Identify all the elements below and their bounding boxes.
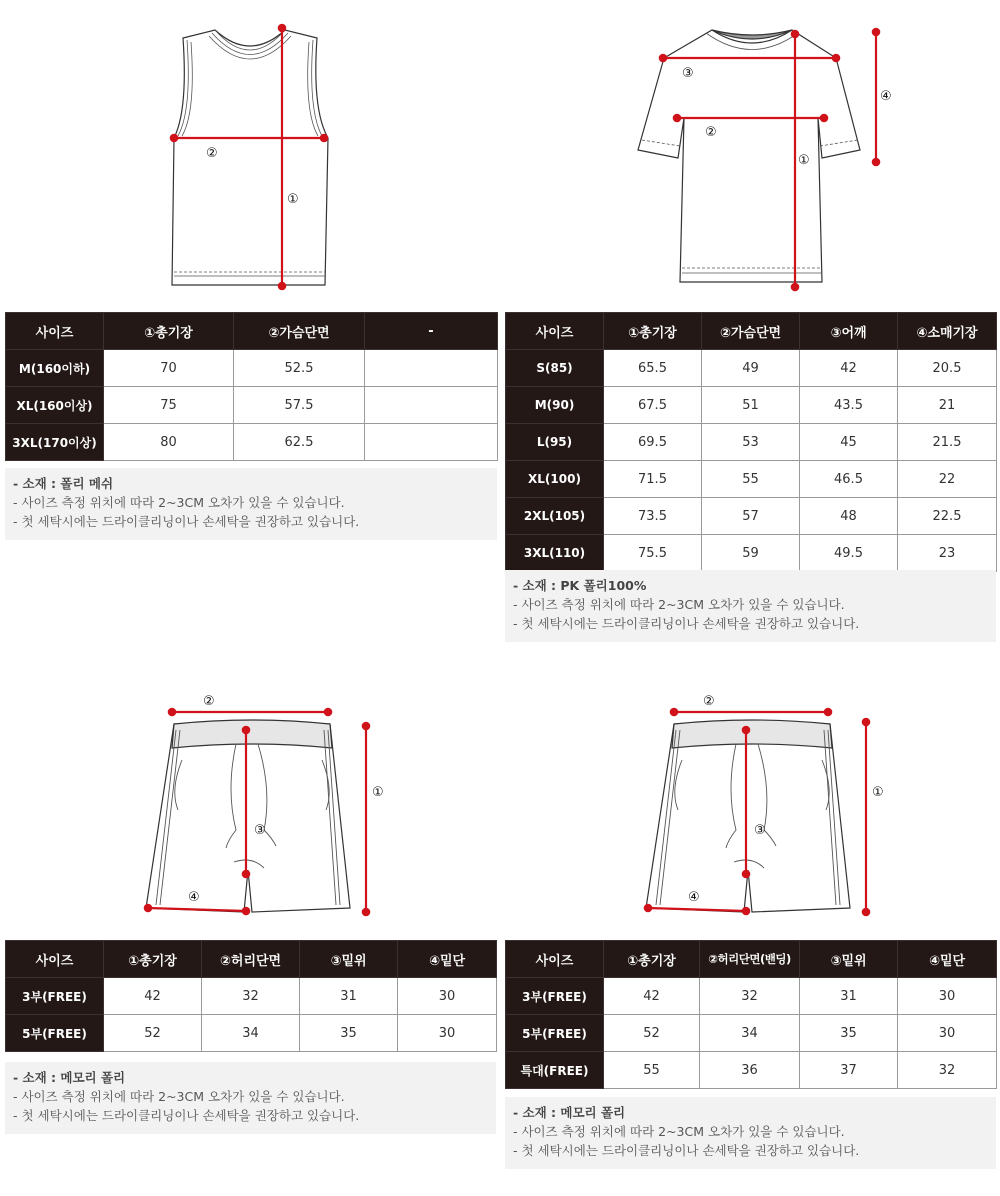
table-cell: 42 <box>800 350 898 387</box>
table-cell: 45 <box>800 424 898 461</box>
header-cell: ③밑위 <box>800 941 898 978</box>
table-cell: 32 <box>202 978 300 1015</box>
table-row <box>6 387 498 424</box>
table-cell: 55 <box>702 461 800 498</box>
header-cell: ④소매기장 <box>898 313 997 350</box>
header-cell: 사이즈 <box>6 313 104 350</box>
marker-2: ② <box>203 694 215 709</box>
table-cell: 51 <box>702 387 800 424</box>
table-cell: 23 <box>898 535 997 572</box>
table-cell: 32 <box>898 1052 997 1089</box>
table-header-row <box>6 941 497 978</box>
table-cell: 70 <box>104 350 234 387</box>
size-label: 5부(FREE) <box>506 1015 604 1052</box>
table-cell: 20.5 <box>898 350 997 387</box>
note-line: - 사이즈 측정 위치에 따라 2~3CM 오차가 있을 수 있습니다. <box>513 1124 845 1139</box>
table-cell: 21.5 <box>898 424 997 461</box>
material-note: - 소재 : 폴리 메쉬 <box>13 476 114 491</box>
header-cell: 사이즈 <box>506 941 604 978</box>
size-label: 2XL(105) <box>506 498 604 535</box>
table-cell: 34 <box>700 1015 800 1052</box>
table-cell: 34 <box>202 1015 300 1052</box>
marker-4: ④ <box>688 890 700 905</box>
table-row <box>506 350 997 387</box>
table-cell: 22 <box>898 461 997 498</box>
table-row <box>506 498 997 535</box>
table-cell: 35 <box>800 1015 898 1052</box>
note-line: - 첫 세탁시에는 드라이클리닝이나 손세탁을 권장하고 있습니다. <box>513 616 860 631</box>
table-cell: 55 <box>604 1052 700 1089</box>
marker-2: ② <box>703 694 715 709</box>
table-row <box>6 978 497 1015</box>
shorts-right-size-table <box>505 940 997 1089</box>
shorts-right-notes <box>505 1097 996 1169</box>
table-cell <box>365 387 498 424</box>
tshirt-illustration <box>630 18 900 296</box>
table-header-row <box>6 313 498 350</box>
table-cell: 59 <box>702 535 800 572</box>
tshirt-size-table <box>505 312 997 572</box>
header-cell: ①총기장 <box>104 941 202 978</box>
table-cell: 73.5 <box>604 498 702 535</box>
header-cell: ④밑단 <box>398 941 497 978</box>
table-cell <box>365 424 498 461</box>
table-cell: 31 <box>800 978 898 1015</box>
header-cell: ③어깨 <box>800 313 898 350</box>
header-cell: 사이즈 <box>6 941 104 978</box>
note-line: - 사이즈 측정 위치에 따라 2~3CM 오차가 있을 수 있습니다. <box>513 597 845 612</box>
note-line: - 사이즈 측정 위치에 따라 2~3CM 오차가 있을 수 있습니다. <box>13 495 345 510</box>
size-label: XL(160이상) <box>6 387 104 424</box>
note-line: - 첫 세탁시에는 드라이클리닝이나 손세탁을 권장하고 있습니다. <box>13 514 360 529</box>
size-label: M(160이하) <box>6 350 104 387</box>
table-cell: 42 <box>604 978 700 1015</box>
table-cell: 80 <box>104 424 234 461</box>
table-cell: 52 <box>604 1015 700 1052</box>
marker-1: ① <box>872 785 884 800</box>
table-cell: 57.5 <box>234 387 365 424</box>
table-cell: 31 <box>300 978 398 1015</box>
table-cell: 32 <box>700 978 800 1015</box>
table-row <box>6 424 498 461</box>
header-cell: ①총기장 <box>104 313 234 350</box>
note-line: - 사이즈 측정 위치에 따라 2~3CM 오차가 있을 수 있습니다. <box>13 1089 345 1104</box>
header-cell: ②가슴단면 <box>234 313 365 350</box>
table-cell: 65.5 <box>604 350 702 387</box>
header-cell: 사이즈 <box>506 313 604 350</box>
table-row <box>506 535 997 572</box>
table-row <box>506 387 997 424</box>
shorts-left-size-table <box>5 940 497 1052</box>
size-label: 3XL(170이상) <box>6 424 104 461</box>
table-cell: 52.5 <box>234 350 365 387</box>
table-row <box>6 350 498 387</box>
marker-2: ② <box>705 125 717 140</box>
table-cell: 48 <box>800 498 898 535</box>
table-cell: 42 <box>104 978 202 1015</box>
marker-3: ③ <box>754 823 766 838</box>
size-label: 3부(FREE) <box>506 978 604 1015</box>
size-label: XL(100) <box>506 461 604 498</box>
header-cell: ③밑위 <box>300 941 398 978</box>
material-note: - 소재 : 메모리 폴리 <box>513 1105 626 1120</box>
table-cell: 30 <box>398 1015 497 1052</box>
marker-1: ① <box>372 785 384 800</box>
header-cell: ④밑단 <box>898 941 997 978</box>
note-line: - 첫 세탁시에는 드라이클리닝이나 손세탁을 권장하고 있습니다. <box>13 1108 360 1123</box>
size-label: S(85) <box>506 350 604 387</box>
size-label: L(95) <box>506 424 604 461</box>
marker-1: ① <box>798 153 810 168</box>
table-row <box>6 1015 497 1052</box>
sleeveless-notes <box>5 468 497 540</box>
marker-4: ④ <box>188 890 200 905</box>
table-cell: 46.5 <box>800 461 898 498</box>
table-cell: 53 <box>702 424 800 461</box>
material-note: - 소재 : PK 폴리100% <box>513 578 647 593</box>
material-note: - 소재 : 메모리 폴리 <box>13 1070 126 1085</box>
header-cell: ①총기장 <box>604 313 702 350</box>
table-cell: 21 <box>898 387 997 424</box>
header-cell: - <box>365 313 498 350</box>
table-cell: 75 <box>104 387 234 424</box>
size-label: 3부(FREE) <box>6 978 104 1015</box>
header-cell: ①총기장 <box>604 941 700 978</box>
size-label: 특대(FREE) <box>506 1052 604 1089</box>
table-cell: 43.5 <box>800 387 898 424</box>
tshirt-notes <box>505 570 996 642</box>
table-header-row <box>506 313 997 350</box>
table-cell: 37 <box>800 1052 898 1089</box>
shorts-left-notes <box>5 1062 496 1134</box>
marker-1: ① <box>287 192 299 207</box>
table-cell: 22.5 <box>898 498 997 535</box>
table-cell: 69.5 <box>604 424 702 461</box>
table-row <box>506 978 997 1015</box>
header-cell: ②허리단면 <box>202 941 300 978</box>
note-line: - 첫 세탁시에는 드라이클리닝이나 손세탁을 권장하고 있습니다. <box>513 1143 860 1158</box>
table-cell: 75.5 <box>604 535 702 572</box>
table-cell: 35 <box>300 1015 398 1052</box>
shorts-left-illustration <box>140 688 400 920</box>
table-cell: 30 <box>398 978 497 1015</box>
table-row <box>506 1052 997 1089</box>
table-cell: 57 <box>702 498 800 535</box>
table-header-row <box>506 941 997 978</box>
shorts-right-illustration <box>640 688 900 920</box>
table-cell: 30 <box>898 978 997 1015</box>
table-row <box>506 424 997 461</box>
table-cell <box>365 350 498 387</box>
marker-4: ④ <box>880 89 892 104</box>
marker-3: ③ <box>682 66 694 81</box>
size-label: 3XL(110) <box>506 535 604 572</box>
sleeveless-top-illustration <box>150 18 350 296</box>
table-cell: 67.5 <box>604 387 702 424</box>
table-row <box>506 461 997 498</box>
table-cell: 30 <box>898 1015 997 1052</box>
table-cell: 49 <box>702 350 800 387</box>
size-label: M(90) <box>506 387 604 424</box>
sleeveless-size-table <box>5 312 498 461</box>
table-cell: 71.5 <box>604 461 702 498</box>
marker-3: ③ <box>254 823 266 838</box>
size-label: 5부(FREE) <box>6 1015 104 1052</box>
marker-2: ② <box>206 146 218 161</box>
header-cell: ②허리단면(밴딩) <box>700 941 800 978</box>
header-cell: ②가슴단면 <box>702 313 800 350</box>
table-cell: 49.5 <box>800 535 898 572</box>
table-cell: 52 <box>104 1015 202 1052</box>
table-row <box>506 1015 997 1052</box>
table-cell: 36 <box>700 1052 800 1089</box>
table-cell: 62.5 <box>234 424 365 461</box>
